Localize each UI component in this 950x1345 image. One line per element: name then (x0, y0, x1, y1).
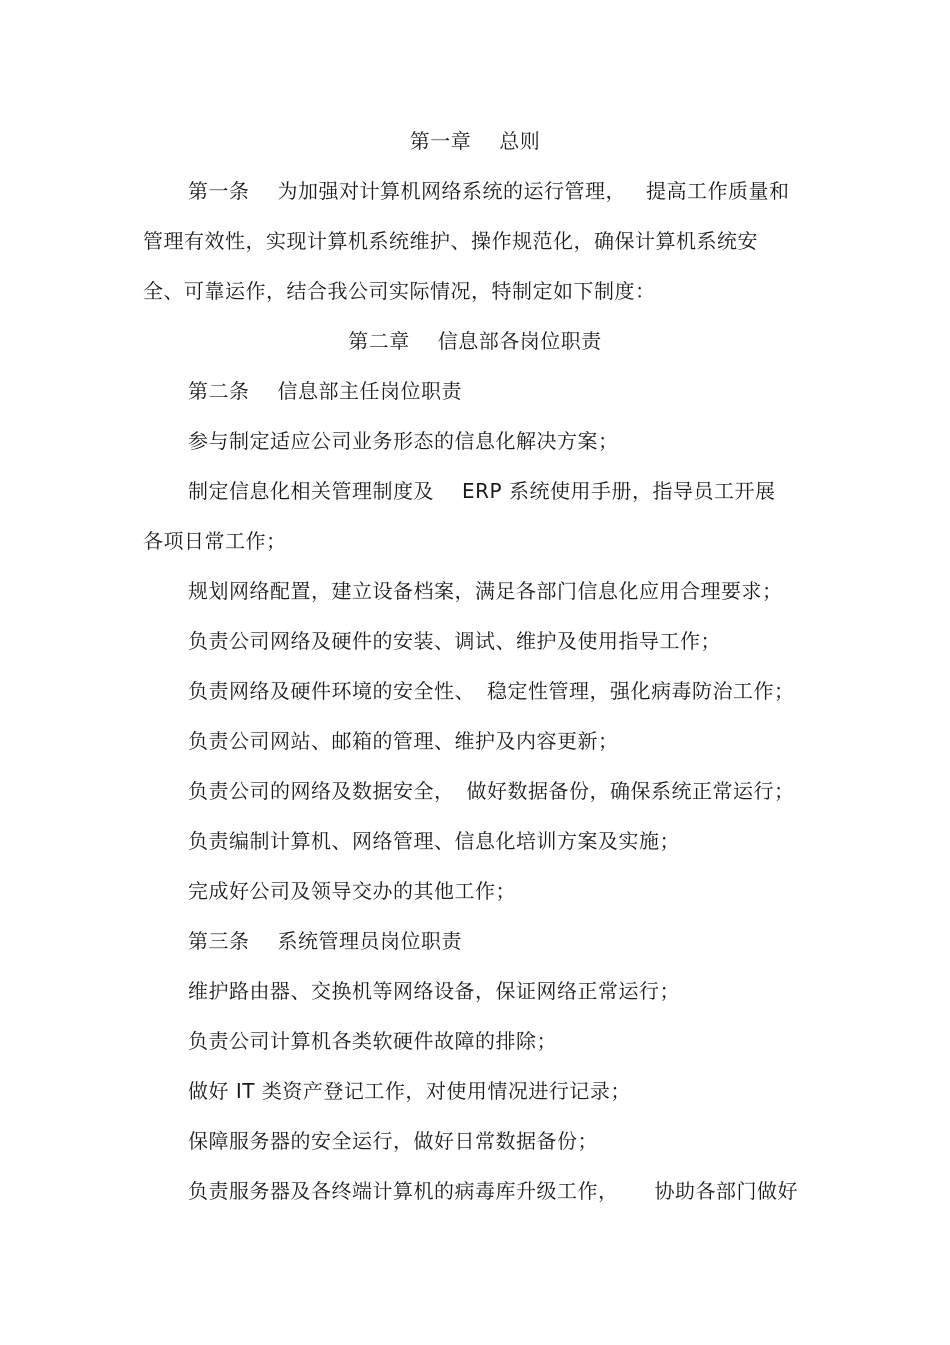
chapter1-number: 第一章 (409, 129, 472, 153)
chapter2-title: 信息部各岗位职责 (437, 329, 602, 353)
article2-item6: 负责公司网站、邮箱的管理、维护及内容更新； (188, 729, 619, 753)
article1-line3: 全、可靠运作，结合我公司实际情况，特制定如下制度： (143, 279, 656, 303)
article3-item5-a: 负责服务器及各终端计算机的病毒库升级工作， (188, 1179, 619, 1203)
article1-line1 (188, 179, 790, 203)
article2-item5-a: 负责网络及硬件环境的安全性、 (188, 679, 475, 703)
article2-item8: 负责编制计算机、网络管理、信息化培训方案及实施； (188, 829, 680, 853)
article2-item9: 完成好公司及领导交办的其他工作； (188, 879, 516, 903)
article2-item4: 负责公司网络及硬件的安装、调试、维护及使用指导工作； (188, 629, 721, 653)
article2-item1: 参与制定适应公司业务形态的信息化解决方案； (188, 429, 619, 453)
article2-item7-a: 负责公司的网络及数据安全， (188, 779, 455, 803)
article3-title: 系统管理员岗位职责 (277, 929, 462, 953)
article2-item2-a: 制定信息化相关管理制度及 (188, 479, 434, 503)
article2-item2 (188, 479, 775, 503)
chapter2-number: 第二章 (348, 329, 410, 353)
article3-item1: 维护路由器、交换机等网络设备，保证网络正常运行； (188, 979, 680, 1003)
article2-heading (188, 379, 462, 403)
article3-heading (188, 929, 462, 953)
article2-item2-b: ERP 系统使用手册，指导员工开展 (462, 479, 776, 503)
article2-item7 (188, 779, 795, 803)
article2-item2-cont: 各项日常工作； (143, 529, 287, 553)
article2-item5-b: 稳定性管理，强化病毒防治工作； (487, 679, 795, 703)
article1-label: 第一条 (188, 179, 250, 203)
article3-item5-b: 协助各部门做好 (654, 1179, 798, 1203)
chapter2-heading (0, 329, 950, 353)
article2-item7-b: 做好数据备份，确保系统正常运行； (466, 779, 795, 803)
article2-title: 信息部主任岗位职责 (277, 379, 462, 403)
article2-item3: 规划网络配置，建立设备档案，满足各部门信息化应用合理要求； (188, 579, 783, 603)
article2-item5 (188, 679, 795, 703)
article3-item4: 保障服务器的安全运行，做好日常数据备份； (188, 1129, 598, 1153)
article3-label: 第三条 (188, 929, 250, 953)
article3-item2: 负责公司计算机各类软硬件故障的排除； (188, 1029, 557, 1053)
article2-label: 第二条 (188, 379, 250, 403)
chapter1-heading (0, 129, 950, 153)
chapter1-title: 总则 (499, 129, 541, 153)
article1-text-a: 为加强对计算机网络系统的运行管理， (277, 179, 626, 203)
article3-item5 (188, 1179, 798, 1203)
article1-text-b: 提高工作质量和 (646, 179, 790, 203)
article3-item3: 做好 IT 类资产登记工作，对使用情况进行记录； (188, 1079, 631, 1103)
article1-line2: 管理有效性，实现计算机系统维护、操作规范化，确保计算机系统安 (143, 229, 758, 253)
